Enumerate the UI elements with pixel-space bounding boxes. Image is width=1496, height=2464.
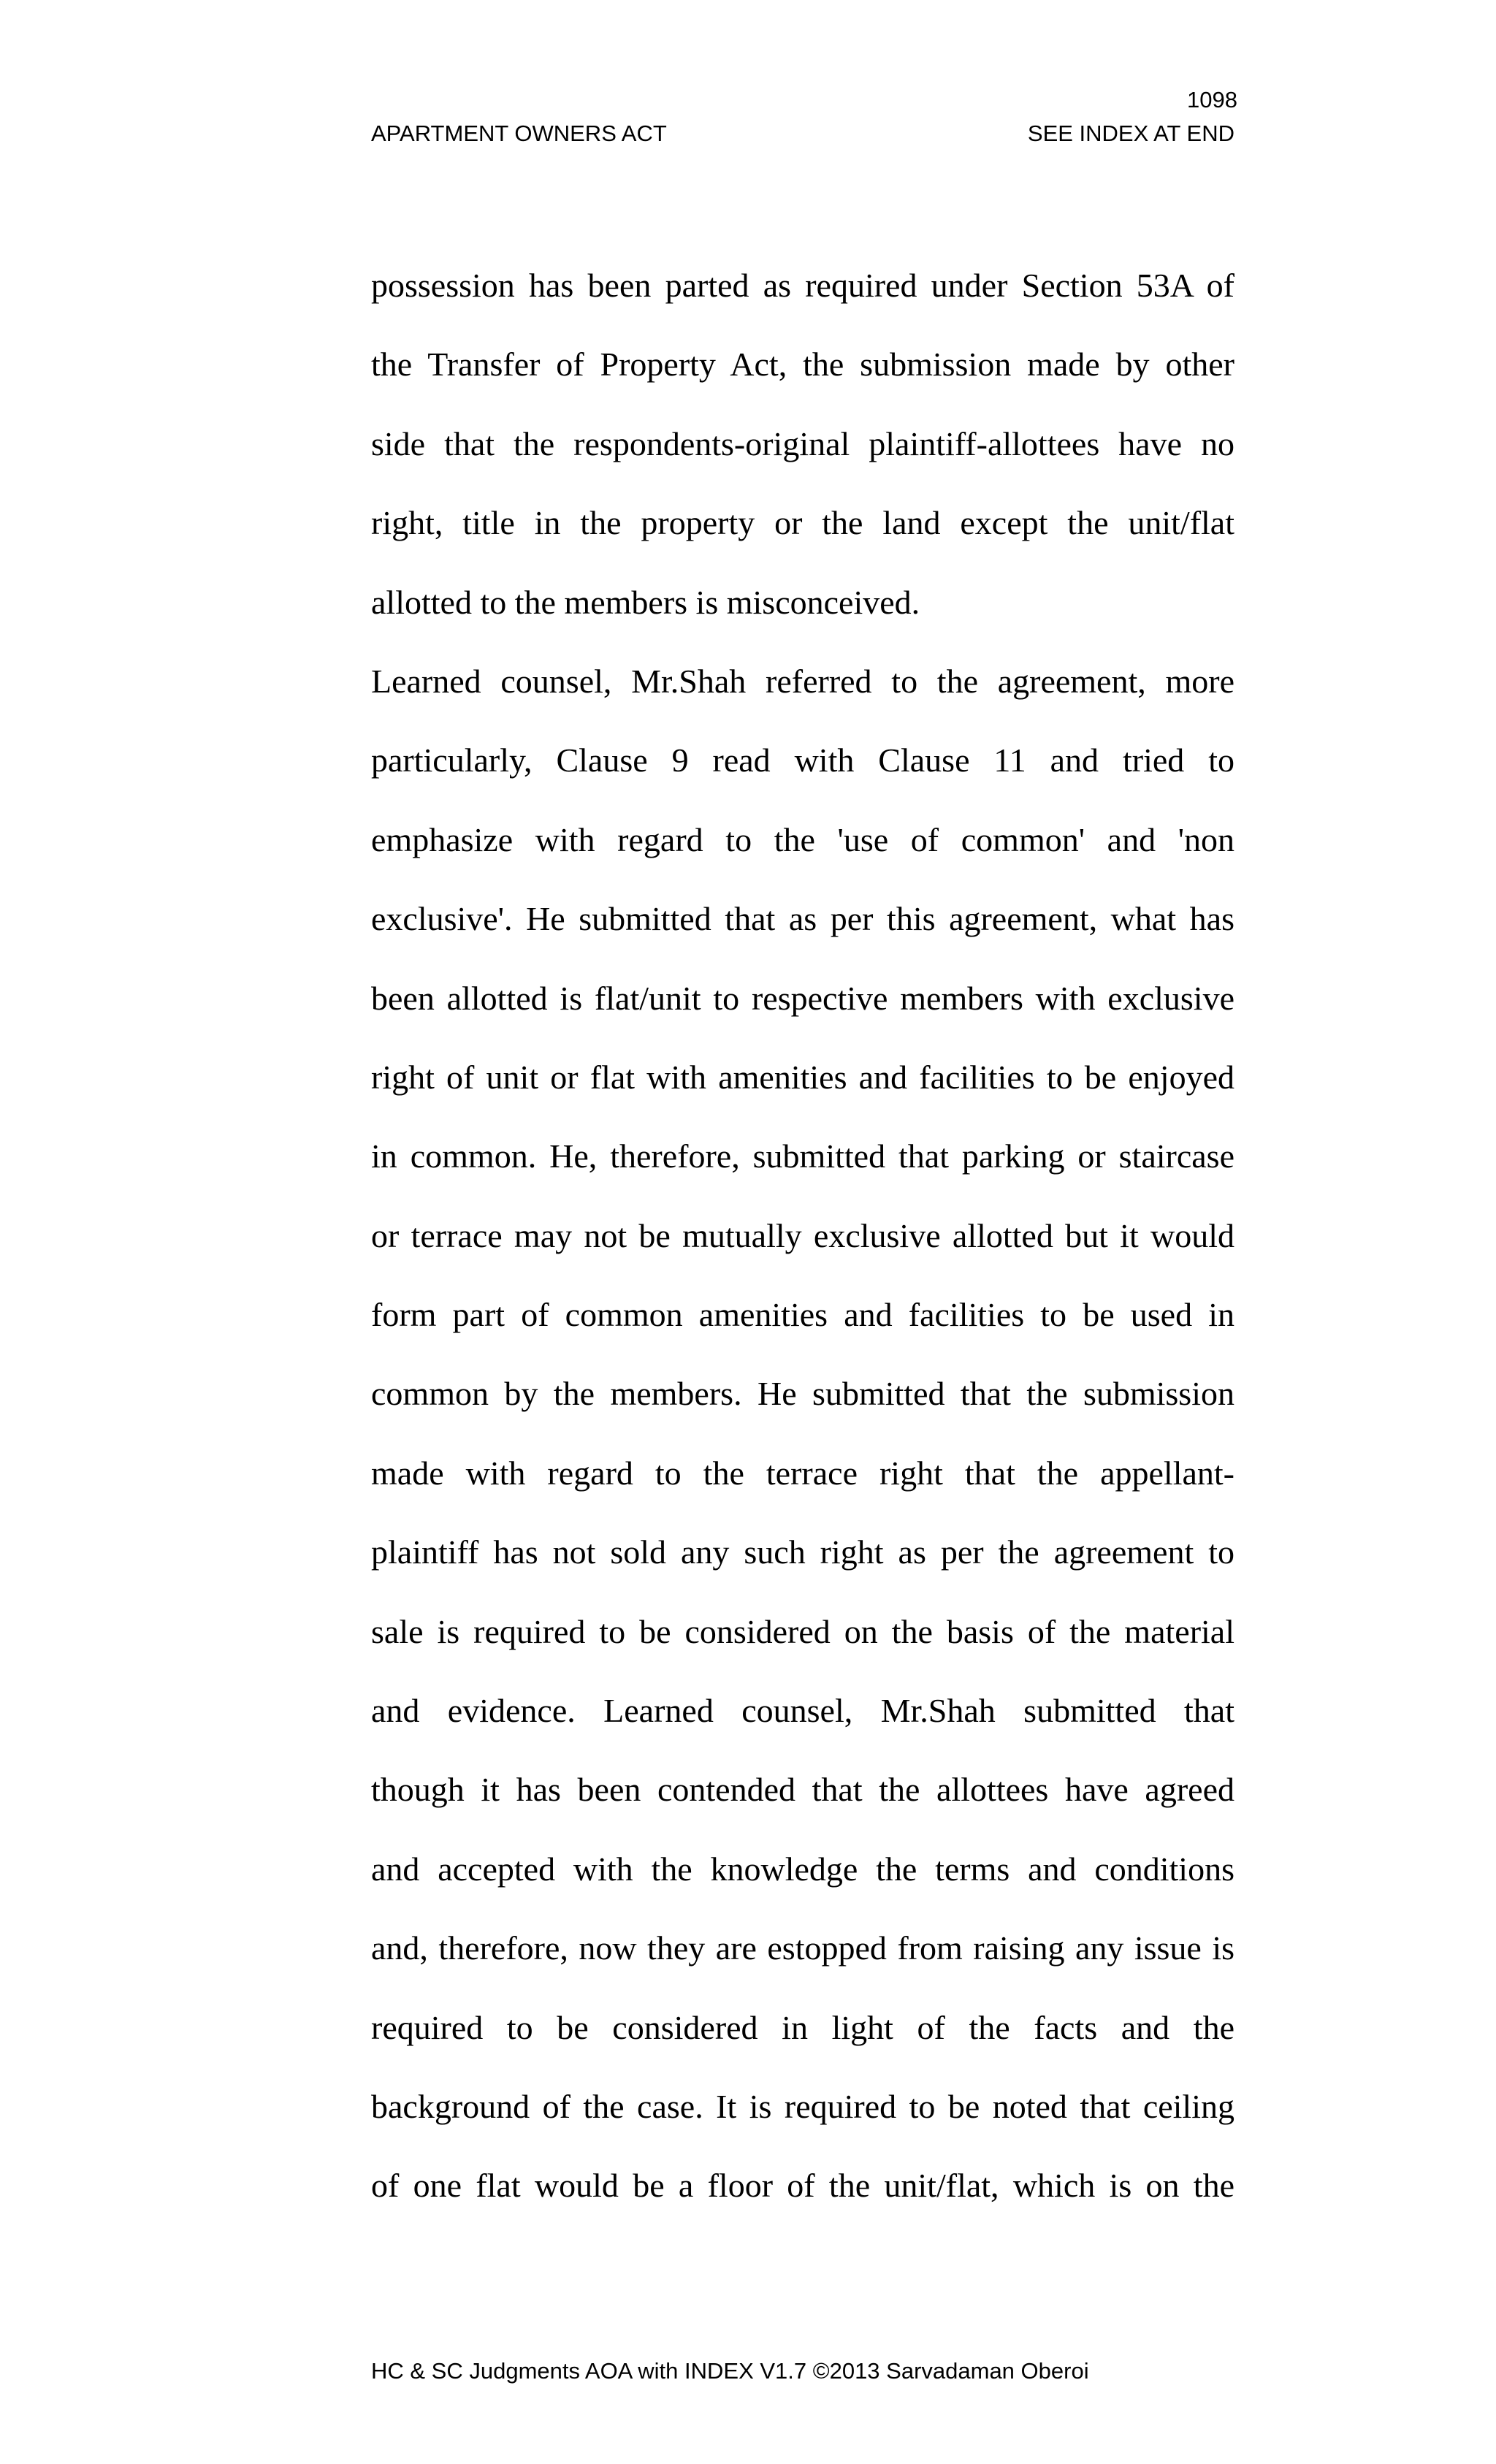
page-footer: HC & SC Judgments AOA with INDEX V1.7 ©2013 Sarvadaman Oberoi [371, 2358, 1089, 2384]
text-line: in common. He, therefore, submitted that parking or staircase [371, 1137, 1234, 1175]
text-line: and accepted with the knowledge the terms and conditions [371, 1850, 1234, 1888]
text-line: or terrace may not be mutually exclusive allotted but it would [371, 1216, 1234, 1254]
text-line: Learned counsel, Mr.Shah referred to the agreement, more [371, 662, 1234, 700]
text-line: sale is required to be considered on the basis of the material [371, 1612, 1234, 1650]
running-header [371, 120, 1234, 148]
text-line: and evidence. Learned counsel, Mr.Shah submitted that [371, 1692, 1234, 1730]
text-line: possession has been parted as required under Section 53A of [371, 267, 1234, 304]
text-line: though it has been contended that the allottees have agreed [371, 1771, 1234, 1809]
judgment-body-text [371, 246, 1234, 2226]
text-line: side that the respondents-original plaintiff-allottees have no [371, 424, 1234, 462]
header-left-title: APARTMENT OWNERS ACT [371, 121, 667, 146]
text-line: exclusive'. He submitted that as per this agreement, what has [371, 900, 1234, 938]
text-line: and, therefore, now they are estopped from raising any issue is [371, 1929, 1234, 1967]
text-line: of one flat would be a floor of the unit/flat, which is on the [371, 2167, 1234, 2205]
page-number: 1098 [1187, 87, 1237, 112]
text-line: form part of common amenities and facilities to be used in [371, 1296, 1234, 1334]
text-line: made with regard to the terrace right that the appellant- [371, 1454, 1234, 1492]
text-line: right of unit or flat with amenities and facilities to be enjoyed [371, 1058, 1234, 1096]
text-line: particularly, Clause 9 read with Clause 11 and tried to [371, 741, 1234, 779]
text-line: background of the case. It is required to be noted that ceiling [371, 2087, 1234, 2125]
text-line: right, title in the property or the land except the unit/flat [371, 504, 1234, 542]
text-line: common by the members. He submitted that the submission [371, 1375, 1234, 1413]
header-right-title: SEE INDEX AT END [1027, 121, 1234, 146]
text-line: plaintiff has not sold any such right as per the agreement to [371, 1533, 1234, 1571]
text-line: required to be considered in light of the facts and the [371, 2008, 1234, 2046]
paragraph-end-line: allotted to the members is misconceived. [371, 583, 920, 621]
text-line: the Transfer of Property Act, the submission made by other [371, 346, 1234, 384]
text-line: emphasize with regard to the 'use of common' and 'non [371, 820, 1234, 858]
text-line: been allotted is flat/unit to respective members with exclusive [371, 979, 1234, 1017]
